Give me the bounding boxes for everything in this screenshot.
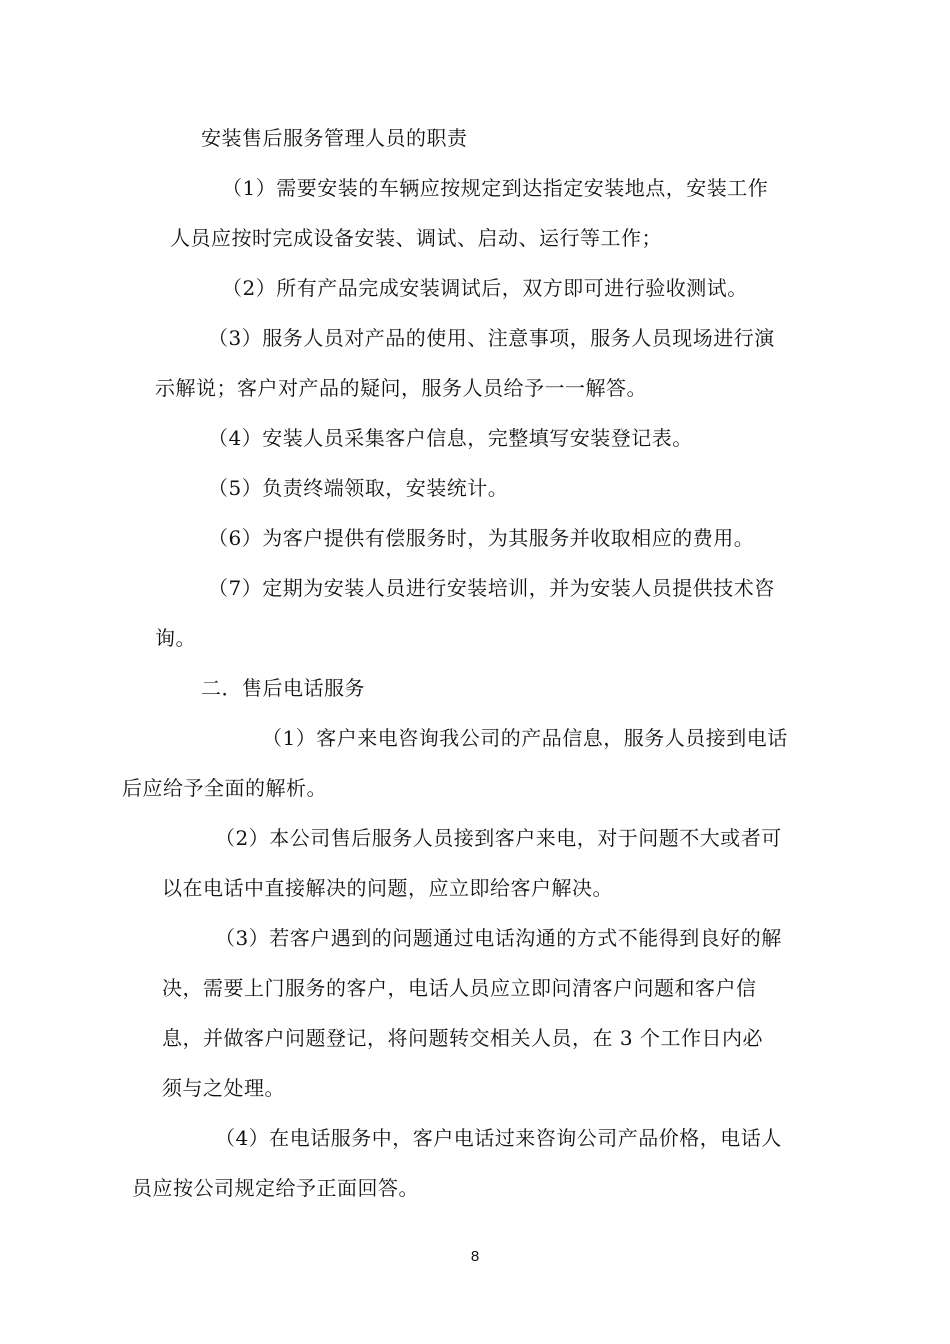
text-line: （2）所有产品完成安装调试后，双方即可进行验收测试。 [222,276,748,300]
text-line: （1）需要安装的车辆应按规定到达指定安装地点，安装工作 [222,176,769,200]
text-line: （3）服务人员对产品的使用、注意事项，服务人员现场进行演 [208,326,775,350]
text-line: 须与之处理。 [162,1076,285,1100]
page-number: 8 [470,1248,480,1265]
text-line: 员应按公司规定给予正面回答。 [132,1176,419,1200]
text-line: （5）负责终端领取，安装统计。 [208,476,509,500]
section-heading: 二．售后电话服务 [201,676,365,700]
text-line: （1）客户来电咨询我公司的产品信息，服务人员接到电话 [262,726,788,750]
section-heading: 安装售后服务管理人员的职责 [201,126,468,150]
text-line: （3）若客户遇到的问题通过电话沟通的方式不能得到良好的解 [215,926,782,950]
text-line: （4）在电话服务中，客户电话过来咨询公司产品价格，电话人 [215,1126,782,1150]
text-line: 息，并做客户问题登记，将问题转交相关人员，在 3 个工作日内必 [162,1026,763,1050]
text-line: （7）定期为安装人员进行安装培训，并为安装人员提供技术咨 [208,576,775,600]
text-line: 询。 [155,626,196,650]
text-line: 决，需要上门服务的客户，电话人员应立即问清客户问题和客户信 [162,976,757,1000]
text-line: （4）安装人员采集客户信息，完整填写安装登记表。 [208,426,693,450]
text-line: 后应给予全面的解析。 [122,776,327,800]
text-line: 人员应按时完成设备安装、调试、启动、运行等工作； [170,226,662,250]
text-line: 示解说；客户对产品的疑问，服务人员给予一一解答。 [155,376,647,400]
text-line: （2）本公司售后服务人员接到客户来电，对于问题不大或者可 [215,826,782,850]
text-line: 以在电话中直接解决的问题，应立即给客户解决。 [162,876,613,900]
text-line: （6）为客户提供有偿服务时，为其服务并收取相应的费用。 [208,526,755,550]
